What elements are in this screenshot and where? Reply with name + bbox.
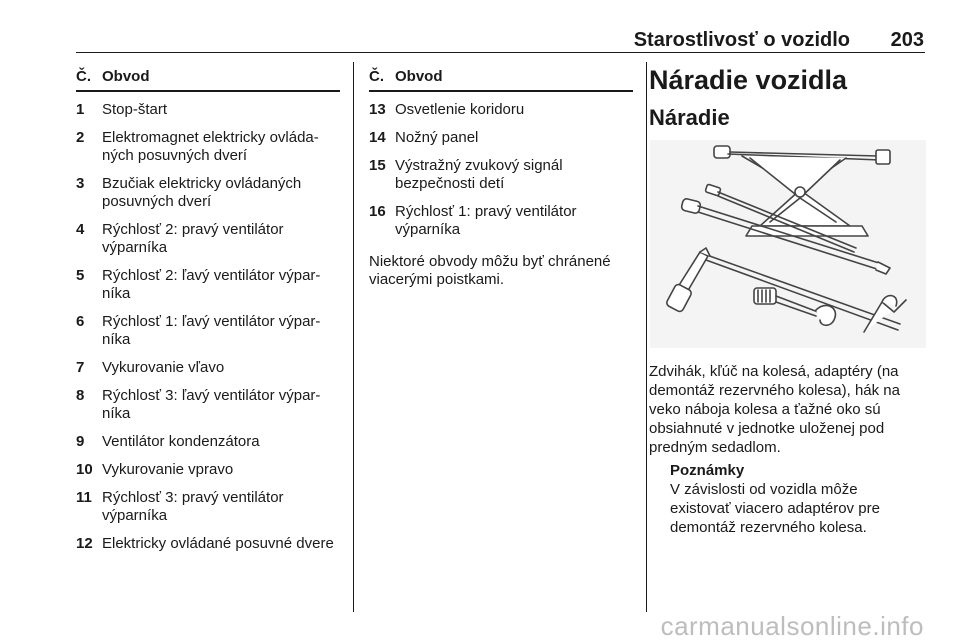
- section-title: Náradie vozidla: [649, 65, 848, 95]
- circuit-description: Rýchlosť 2: pravý ventilátor výparníka: [102, 221, 284, 256]
- column-header-circuit: Obvod: [102, 68, 150, 85]
- table-row: [76, 535, 340, 553]
- watermark: carmanualsonline.info: [660, 611, 924, 641]
- notice-title: Poznámky: [670, 462, 745, 479]
- fuse-note: Niektoré obvody môžu byť chránené viacerými poistkami.: [369, 253, 611, 288]
- column-header-number: Č.: [369, 68, 384, 85]
- circuit-number: 7: [76, 359, 85, 376]
- page-header-title: Starostlivosť o vozidlo: [633, 29, 850, 51]
- circuit-number: 16: [369, 203, 386, 220]
- tools-drawing: [650, 140, 926, 348]
- column-header-number: Č.: [76, 68, 91, 85]
- wheel-wrench-icon: [665, 248, 900, 330]
- table-row: [76, 101, 340, 119]
- circuit-description: Výstražný zvukový signál bezpečnosti detí: [395, 157, 563, 192]
- circuit-description: Elektricky ovládané posuvné dvere: [102, 535, 334, 552]
- fuse-table-left: [76, 64, 340, 563]
- circuit-number: 3: [76, 175, 85, 192]
- table-row: [369, 203, 633, 239]
- tools-description: Zdvihák, kľúč na kolesá, adaptéry (na demontáž rezervného kolesa), hák na veko náboja kolesa a ťažné oko sú obsiahnuté v jednotke uloženej pod predným sedadlom.: [649, 363, 900, 456]
- circuit-number: 15: [369, 157, 386, 174]
- circuit-description: Rýchlosť 3: ľavý ventilátor výpar-níka: [102, 387, 321, 422]
- fuse-table-middle: [369, 64, 633, 289]
- table-row: [76, 267, 340, 303]
- circuit-number: 5: [76, 267, 85, 284]
- circuit-number: 10: [76, 461, 93, 478]
- column-header-circuit: Obvod: [395, 68, 443, 85]
- circuit-description: Vykurovanie vľavo: [102, 359, 225, 376]
- circuit-description: Osvetlenie koridoru: [395, 101, 525, 118]
- table-rows: [369, 101, 633, 239]
- circuit-number: 6: [76, 313, 85, 330]
- circuit-number: 9: [76, 433, 85, 450]
- table-row: [76, 433, 340, 451]
- circuit-description: Rýchlosť 1: ľavý ventilátor výpar-níka: [102, 313, 321, 348]
- circuit-number: 1: [76, 101, 85, 118]
- circuit-number: 13: [369, 101, 386, 118]
- table-row: [76, 489, 340, 525]
- circuit-description: Elektromagnet elektricky ovláda-ných posuvných dverí: [102, 129, 319, 164]
- jack-icon: [714, 146, 890, 236]
- notice-box: [670, 461, 920, 537]
- circuit-number: 14: [369, 129, 386, 146]
- table-row: [76, 461, 340, 479]
- circuit-description: Ventilátor kondenzátora: [102, 433, 260, 450]
- circuit-description: Vykurovanie vpravo: [102, 461, 234, 478]
- adapter-hook-icon: [754, 288, 835, 325]
- table-row: [76, 221, 340, 257]
- circuit-description: Stop-štart: [102, 101, 168, 118]
- table-row: [76, 313, 340, 349]
- table-row: [76, 175, 340, 211]
- circuit-number: 4: [76, 221, 85, 238]
- circuit-description: Bzučiak elektricky ovládaných posuvných dverí: [102, 175, 302, 210]
- header-rule: [76, 52, 925, 53]
- circuit-number: 11: [76, 489, 92, 506]
- table-row: [369, 129, 633, 147]
- page-number: 203: [890, 29, 924, 51]
- circuit-description: Rýchlosť 1: pravý ventilátor výparníka: [395, 203, 577, 238]
- column-divider-right: [646, 62, 647, 612]
- table-row: [369, 101, 633, 119]
- table-row: [76, 129, 340, 165]
- circuit-description: Rýchlosť 2: ľavý ventilátor výpar-níka: [102, 267, 321, 302]
- circuit-description: Nožný panel: [395, 129, 479, 146]
- table-row: [76, 387, 340, 423]
- table-rows: [76, 101, 340, 553]
- table-row: [76, 359, 340, 377]
- section-subtitle: Náradie: [649, 105, 730, 130]
- table-header: [76, 64, 340, 92]
- circuit-description: Rýchlosť 3: pravý ventilátor výparníka: [102, 489, 284, 524]
- circuit-number: 8: [76, 387, 85, 404]
- table-header: [369, 64, 633, 92]
- circuit-number: 2: [76, 129, 85, 146]
- column-divider-left: [353, 62, 354, 612]
- tools-illustration: [650, 140, 926, 348]
- table-row: [369, 157, 633, 193]
- notice-text: V závislosti od vozidla môže existovať viacero adaptérov pre demontáž rezervného kolesa.: [670, 481, 880, 536]
- circuit-number: 12: [76, 535, 93, 552]
